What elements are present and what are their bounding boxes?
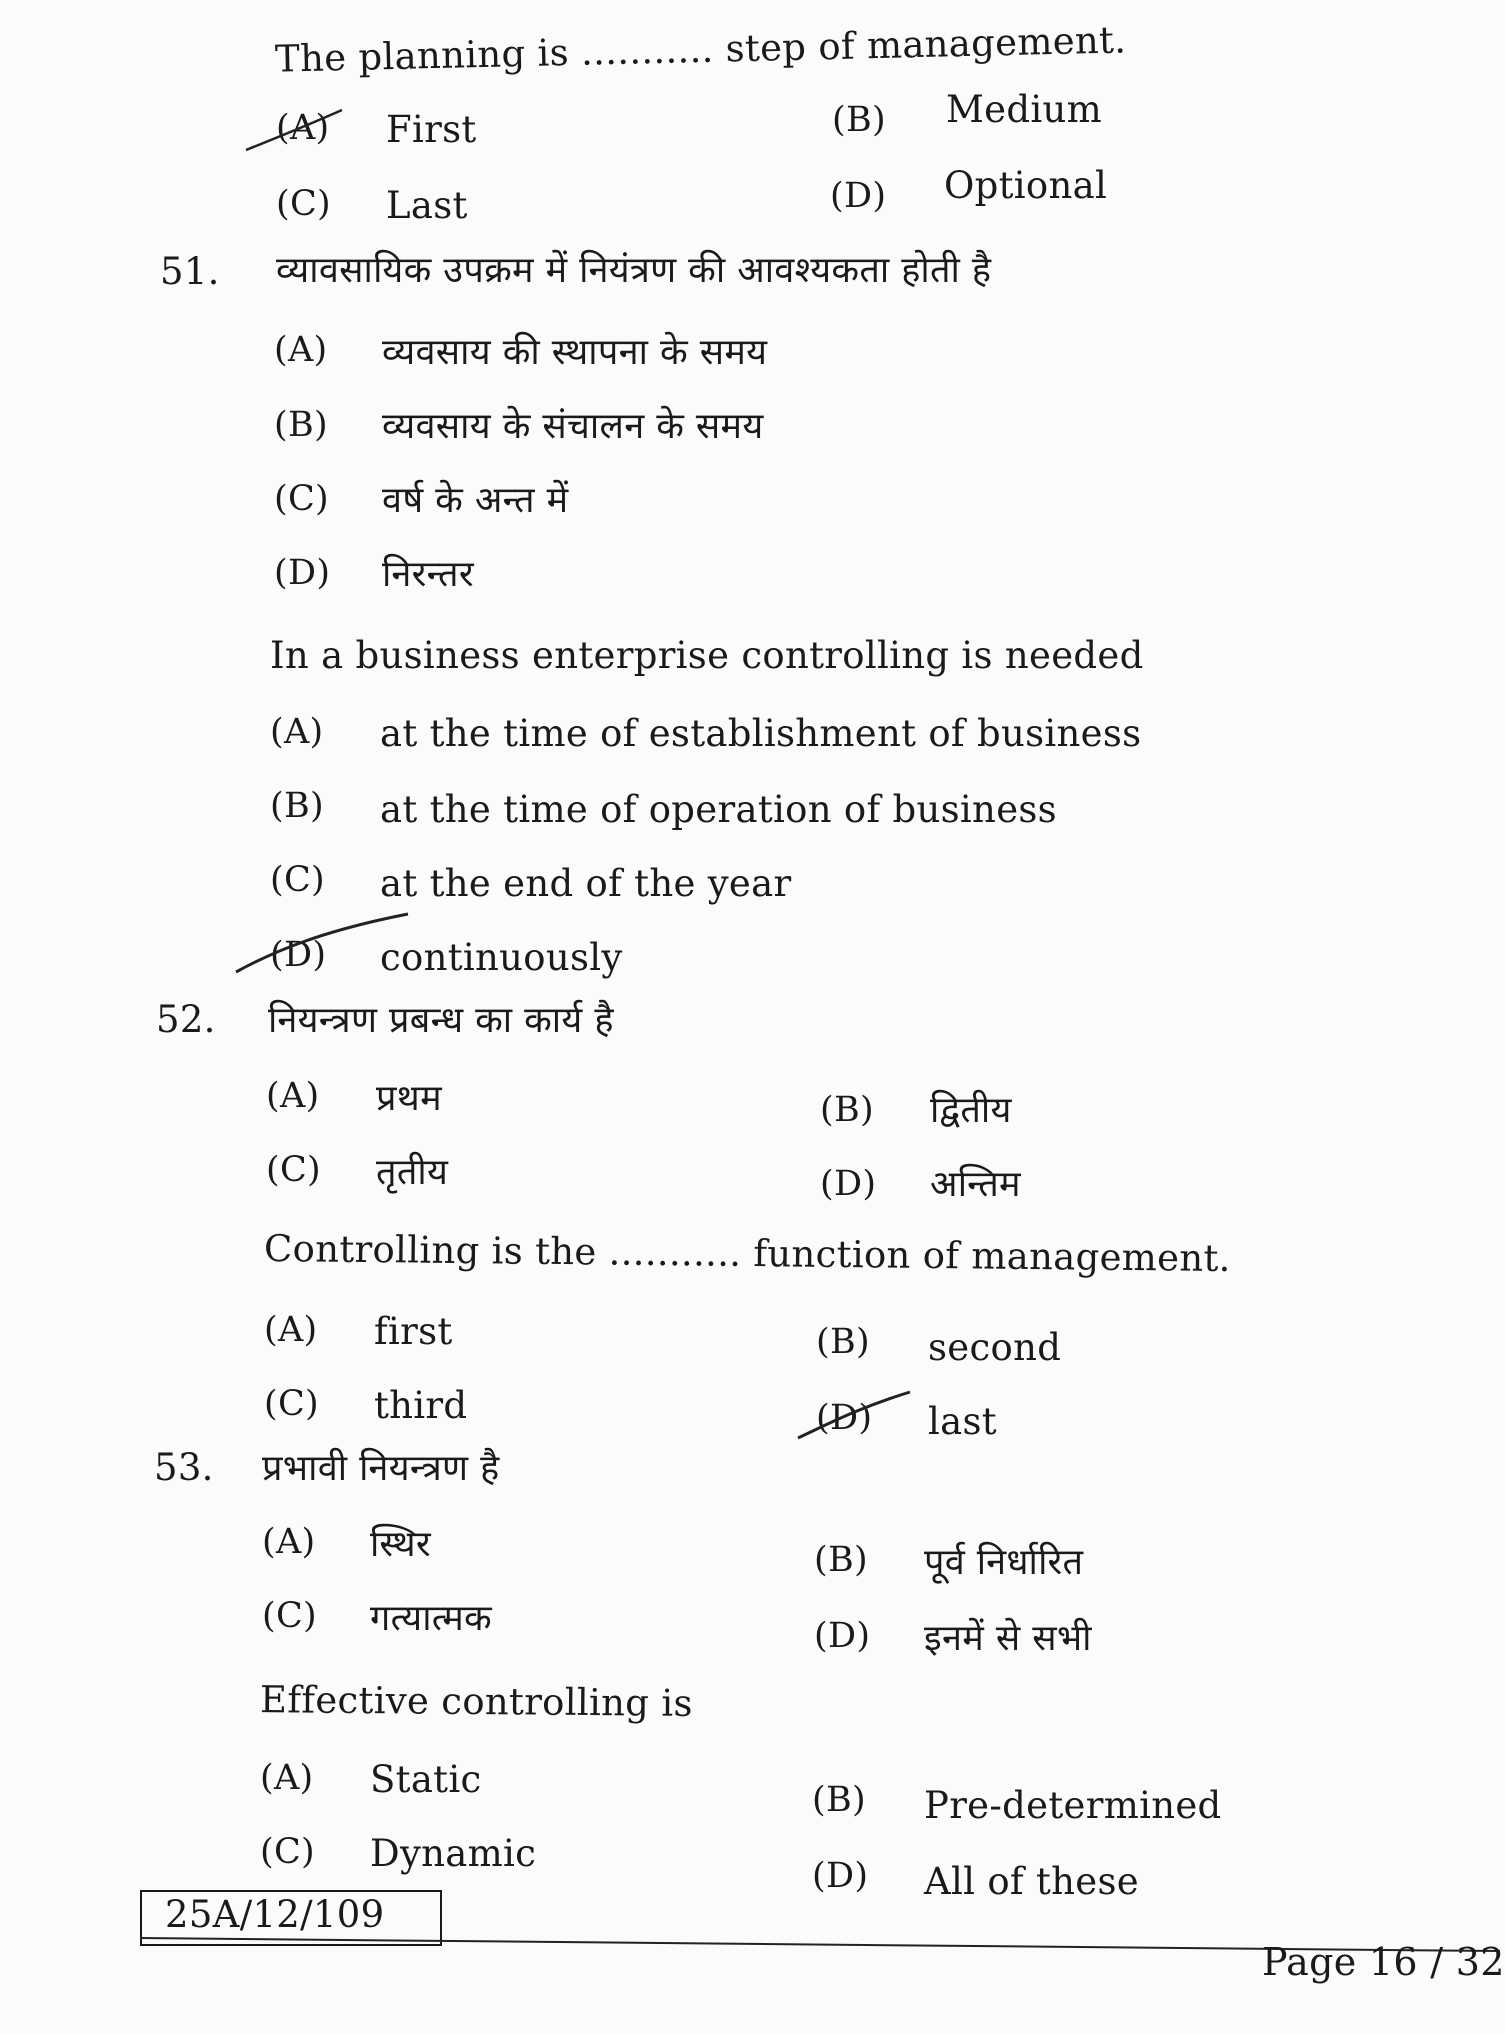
option-label: (C) (276, 184, 331, 224)
option-label: (C) (264, 1384, 319, 1424)
option-text: third (374, 1384, 468, 1427)
option-text: Pre-determined (924, 1784, 1222, 1827)
option-text: first (374, 1310, 453, 1353)
option-label: (B) (274, 405, 328, 445)
option-text: व्यवसाय के संचालन के समय (382, 406, 764, 447)
option-text: Static (370, 1758, 482, 1801)
option-label: (C) (262, 1596, 317, 1636)
option-text: स्थिर (370, 1524, 431, 1565)
option-label: (D) (820, 1164, 877, 1204)
question-number: 53. (154, 1446, 214, 1489)
option-label: (B) (814, 1540, 868, 1580)
option-label: (B) (820, 1090, 874, 1130)
option-label: (B) (270, 786, 324, 826)
paper-code: 25A/12/109 (165, 1893, 385, 1936)
option-label: (D) (274, 553, 331, 593)
question-text-hindi: व्यावसायिक उपक्रम में नियंत्रण की आवश्यकता होती है (276, 250, 992, 291)
option-text: Dynamic (370, 1832, 537, 1875)
question-text: Controlling is the ........... function of management. (263, 1226, 1231, 1281)
option-label: (C) (274, 479, 329, 519)
option-text: last (928, 1400, 997, 1443)
answer-tick-mark (798, 1388, 918, 1448)
option-text: द्वितीय (930, 1090, 1012, 1131)
option-text: All of these (924, 1860, 1139, 1903)
option-text: व्यवसाय की स्थापना के समय (382, 332, 768, 373)
option-label: (D) (816, 1398, 873, 1438)
answer-tick-mark (236, 910, 416, 980)
option-text: वर्ष के अन्त में (382, 480, 569, 521)
question-text: The planning is ........... step of management. (274, 18, 1127, 81)
option-text: निरन्तर (382, 554, 474, 595)
question-number: 51. (160, 250, 220, 293)
option-label: (B) (832, 100, 886, 140)
option-label: (A) (266, 1076, 320, 1116)
option-text: Optional (944, 164, 1108, 207)
option-label: (B) (816, 1322, 870, 1362)
option-label: (A) (274, 330, 328, 370)
answer-tick-mark (246, 98, 366, 158)
question-number: 52. (156, 998, 216, 1041)
option-label: (B) (812, 1780, 866, 1820)
option-text: Medium (946, 88, 1103, 131)
option-label: (D) (812, 1856, 869, 1896)
option-text: First (386, 108, 477, 151)
option-label: (D) (814, 1616, 871, 1656)
option-text: इनमें से सभी (924, 1618, 1092, 1659)
option-text: अन्तिम (930, 1164, 1021, 1205)
option-label: (A) (260, 1758, 314, 1798)
option-text: continuously (380, 936, 623, 979)
question-text-hindi: नियन्त्रण प्रबन्ध का कार्य है (268, 1000, 614, 1041)
question-text: Effective controlling is (259, 1678, 693, 1725)
option-text: at the end of the year (380, 862, 792, 905)
question-text-hindi: प्रभावी नियन्त्रण है (262, 1448, 500, 1489)
page-number: Page 16 / 32 (1262, 1940, 1505, 1984)
option-text: प्रथम (376, 1078, 442, 1119)
option-text: पूर्व निर्धारित (924, 1542, 1084, 1583)
option-text: second (928, 1326, 1062, 1369)
option-label: (A) (270, 712, 324, 752)
option-text: Last (386, 184, 468, 227)
option-label: (A) (264, 1310, 318, 1350)
option-label: (C) (260, 1832, 315, 1872)
option-label: (A) (262, 1522, 316, 1562)
option-text: at the time of operation of business (380, 788, 1057, 831)
option-label: (D) (270, 935, 327, 975)
option-text: at the time of establishment of business (380, 712, 1142, 755)
option-text: तृतीय (376, 1152, 449, 1193)
option-label: (C) (270, 860, 325, 900)
option-label: (D) (830, 176, 887, 216)
option-text: गत्यात्मक (370, 1598, 493, 1639)
question-text: In a business enterprise controlling is needed (270, 634, 1144, 677)
option-label: (A) (276, 108, 330, 148)
option-label: (C) (266, 1150, 321, 1190)
